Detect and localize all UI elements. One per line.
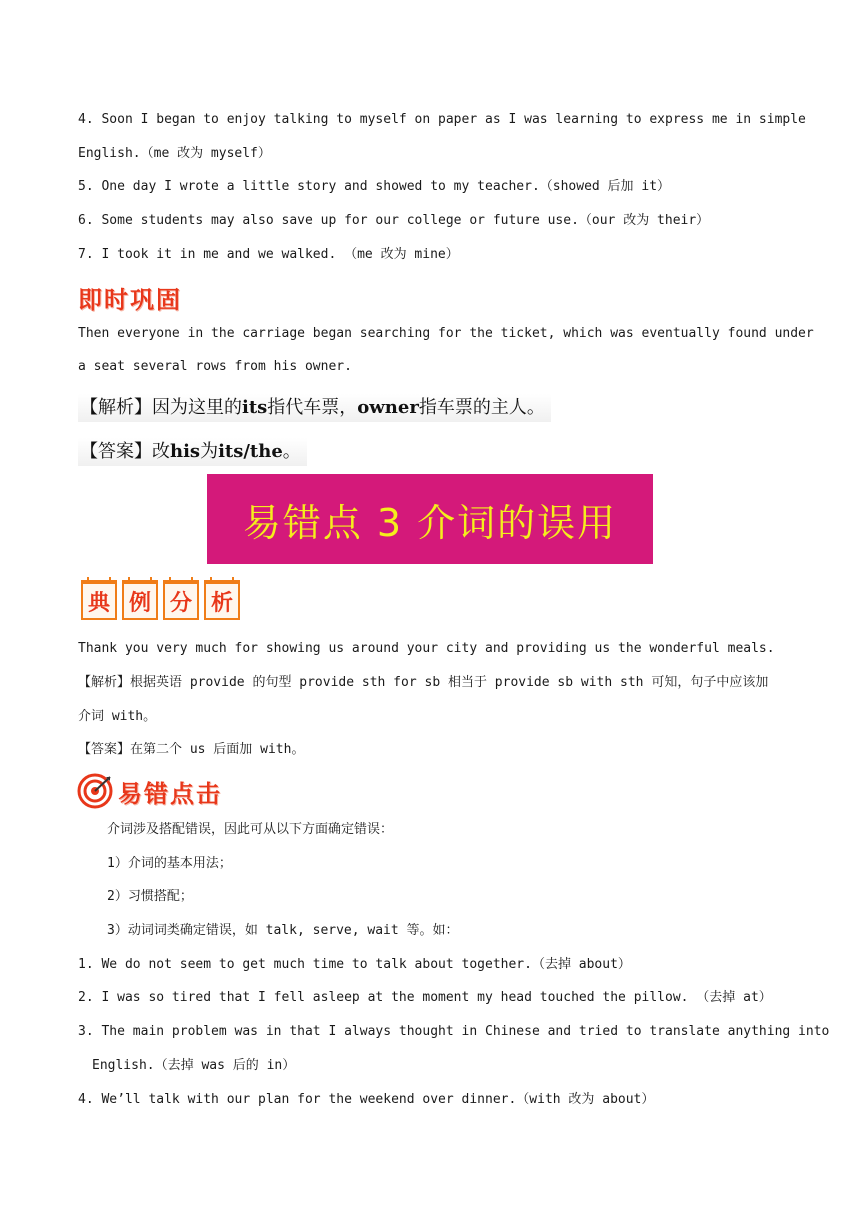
list-item: 5. One day I wrote a little story and showed to my teacher.（showed 后加 it）: [78, 179, 671, 194]
tips-example: 3. The main problem was in that I always thought in Chinese and tried to translate anything into: [78, 1024, 830, 1039]
exercise-line: a seat several rows from his owner.: [78, 359, 352, 374]
banner-title: 易错点 3 介词的误用: [242, 500, 618, 545]
tips-example: 4. We’ll talk with our plan for the weekend over dinner.（with 改为 about）: [78, 1092, 655, 1107]
example-analysis: 【解析】根据英语 provide 的句型 provide sth for sb 相当于 provide sb with sth 可知，句子中应该加: [78, 675, 769, 690]
heading-char: 析: [204, 580, 240, 620]
heading-char: 例: [122, 580, 158, 620]
tips-point: 1）介词的基本用法；: [107, 856, 232, 871]
tips-example: 1. We do not seem to get much time to talk about together.（去掉 about）: [78, 957, 631, 972]
analysis-text: 指车票的主人。: [418, 397, 545, 418]
analysis-keyword: owner: [357, 397, 419, 418]
example-sentence: Thank you very much for showing us around your city and providing us the wonderful meals.: [78, 641, 775, 656]
example-answer: 【答案】在第二个 us 后面加 with。: [78, 742, 305, 757]
heading-char: 典: [81, 580, 117, 620]
analysis-keyword: its: [242, 397, 268, 418]
answer-keyword: its/the: [218, 441, 283, 462]
answer-label: 【答案】: [80, 441, 152, 462]
answer-text: 为: [200, 441, 219, 462]
list-item: 7. I took it in me and we walked. （me 改为 mine）: [78, 247, 459, 262]
tips-intro: 介词涉及搭配错误，因此可从以下方面确定错误：: [107, 822, 394, 837]
error-point-banner: [207, 474, 653, 564]
example-analysis-continuation: 介词 with。: [78, 709, 157, 724]
list-item: 4. Soon I began to enjoy talking to myself on paper as I was learning to express me in simple: [78, 112, 806, 127]
answer-stamp: [78, 438, 307, 466]
tips-point: 3）动词词类确定错误，如 talk, serve, wait 等。如：: [107, 923, 459, 938]
list-item: 6. Some students may also save up for our college or future use.（our 改为 their）: [78, 213, 710, 228]
analysis-stamp: [78, 394, 551, 422]
tips-example: 2. I was so tired that I fell asleep at the moment my head touched the pillow. （去掉 at）: [78, 990, 772, 1005]
tips-example-continuation: English.（去掉 was 后的 in）: [92, 1058, 296, 1073]
answer-text: 改: [152, 441, 170, 462]
answer-keyword: his: [170, 441, 201, 462]
section-heading-consolidate: [78, 280, 182, 315]
list-item-continuation: English.（me 改为 myself）: [78, 146, 271, 161]
target-icon: [76, 772, 114, 810]
section-heading-label: 即时巩固: [78, 285, 182, 314]
analysis-label: 【解析】: [80, 397, 152, 418]
tips-point: 2）习惯搭配；: [107, 889, 193, 904]
analysis-text: 指代车票，: [267, 397, 358, 418]
answer-text: 。: [282, 441, 301, 462]
section-heading-tips: [76, 772, 222, 810]
exercise-line: Then everyone in the carriage began searching for the ticket, which was eventually found under: [78, 326, 814, 341]
analysis-text: 因为这里的: [152, 397, 242, 418]
heading-char: 分: [163, 580, 199, 620]
section-heading-example: [81, 580, 245, 620]
section-heading-label: 易错点击: [118, 778, 222, 808]
